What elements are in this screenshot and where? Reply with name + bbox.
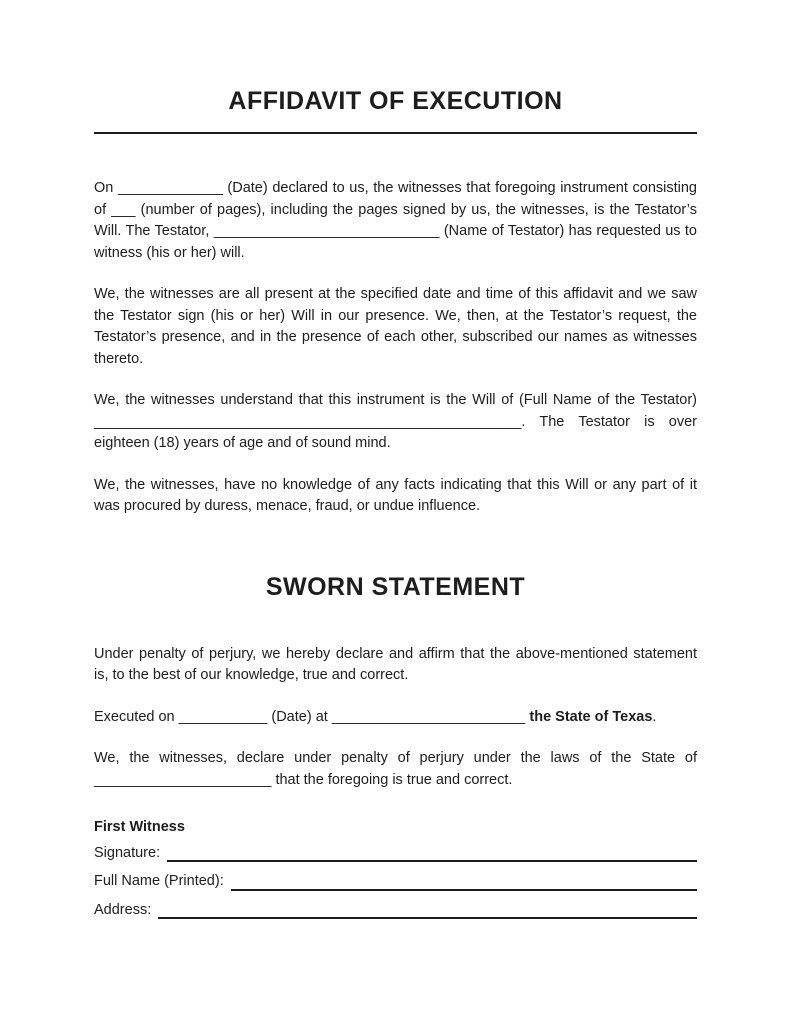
signature-label: Signature: (94, 844, 161, 861)
address-blank-line (158, 917, 697, 919)
executed-on-prefix: Executed on ___________ (Date) at ________________________ (94, 708, 530, 725)
sworn-paragraph-1: Under penalty of perjury, we hereby declare and affirm that the above-mentioned statement is, to the best of our knowledge, true and correct. (94, 645, 697, 683)
first-witness-heading: First Witness (94, 819, 185, 835)
affidavit-paragraph-3: We, the witnesses understand that this instrument is the Will of (Full Name of the Testator) _____________________________________________________. The Testator is over eighteen (18) years of age and of sound mind. (94, 392, 697, 451)
signature-blank-line (167, 860, 697, 862)
sworn-statement-title: SWORN STATEMENT (265, 572, 526, 601)
full-name-label: Full Name (Printed): (94, 873, 224, 889)
address-row (94, 896, 697, 925)
full-name-row (94, 867, 697, 896)
document-title: AFFIDAVIT OF EXECUTION (228, 87, 563, 115)
title-divider (94, 132, 697, 134)
sworn-paragraph-2: We, the witnesses, declare under penalty of perjury under the laws of the State of ______________________ that the foregoing is true and correct. (94, 750, 697, 788)
executed-on-line (94, 707, 697, 729)
affidavit-paragraph-1: On _____________ (Date) declared to us, the witnesses that foregoing instrument consisting of ___ (number of pages), including the pages signed by us, the witnesses, is the Testator’s Will. The Testator, ____________________________ (Name of Testator) has requested us to witness (his or her) will. (94, 180, 697, 261)
executed-on-state-bold: the State of Texas (529, 708, 653, 725)
signature-row (94, 839, 697, 868)
affidavit-paragraph-2: We, the witnesses are all present at the specified date and time of this affidavit and we saw the Testator sign (his or her) Will in our presence. We, then, at the Testator’s request, the Testator’s presence, and in the presence of each other, subscribed our names as witnesses thereto. (94, 286, 697, 367)
affidavit-paragraph-4: We, the witnesses, have no knowledge of any facts indicating that this Will or any part of it was procured by duress, menace, fraud, or undue influence. (94, 476, 697, 514)
executed-on-suffix: . (652, 708, 657, 725)
full-name-blank-line (231, 889, 697, 891)
address-label: Address: (94, 901, 152, 918)
